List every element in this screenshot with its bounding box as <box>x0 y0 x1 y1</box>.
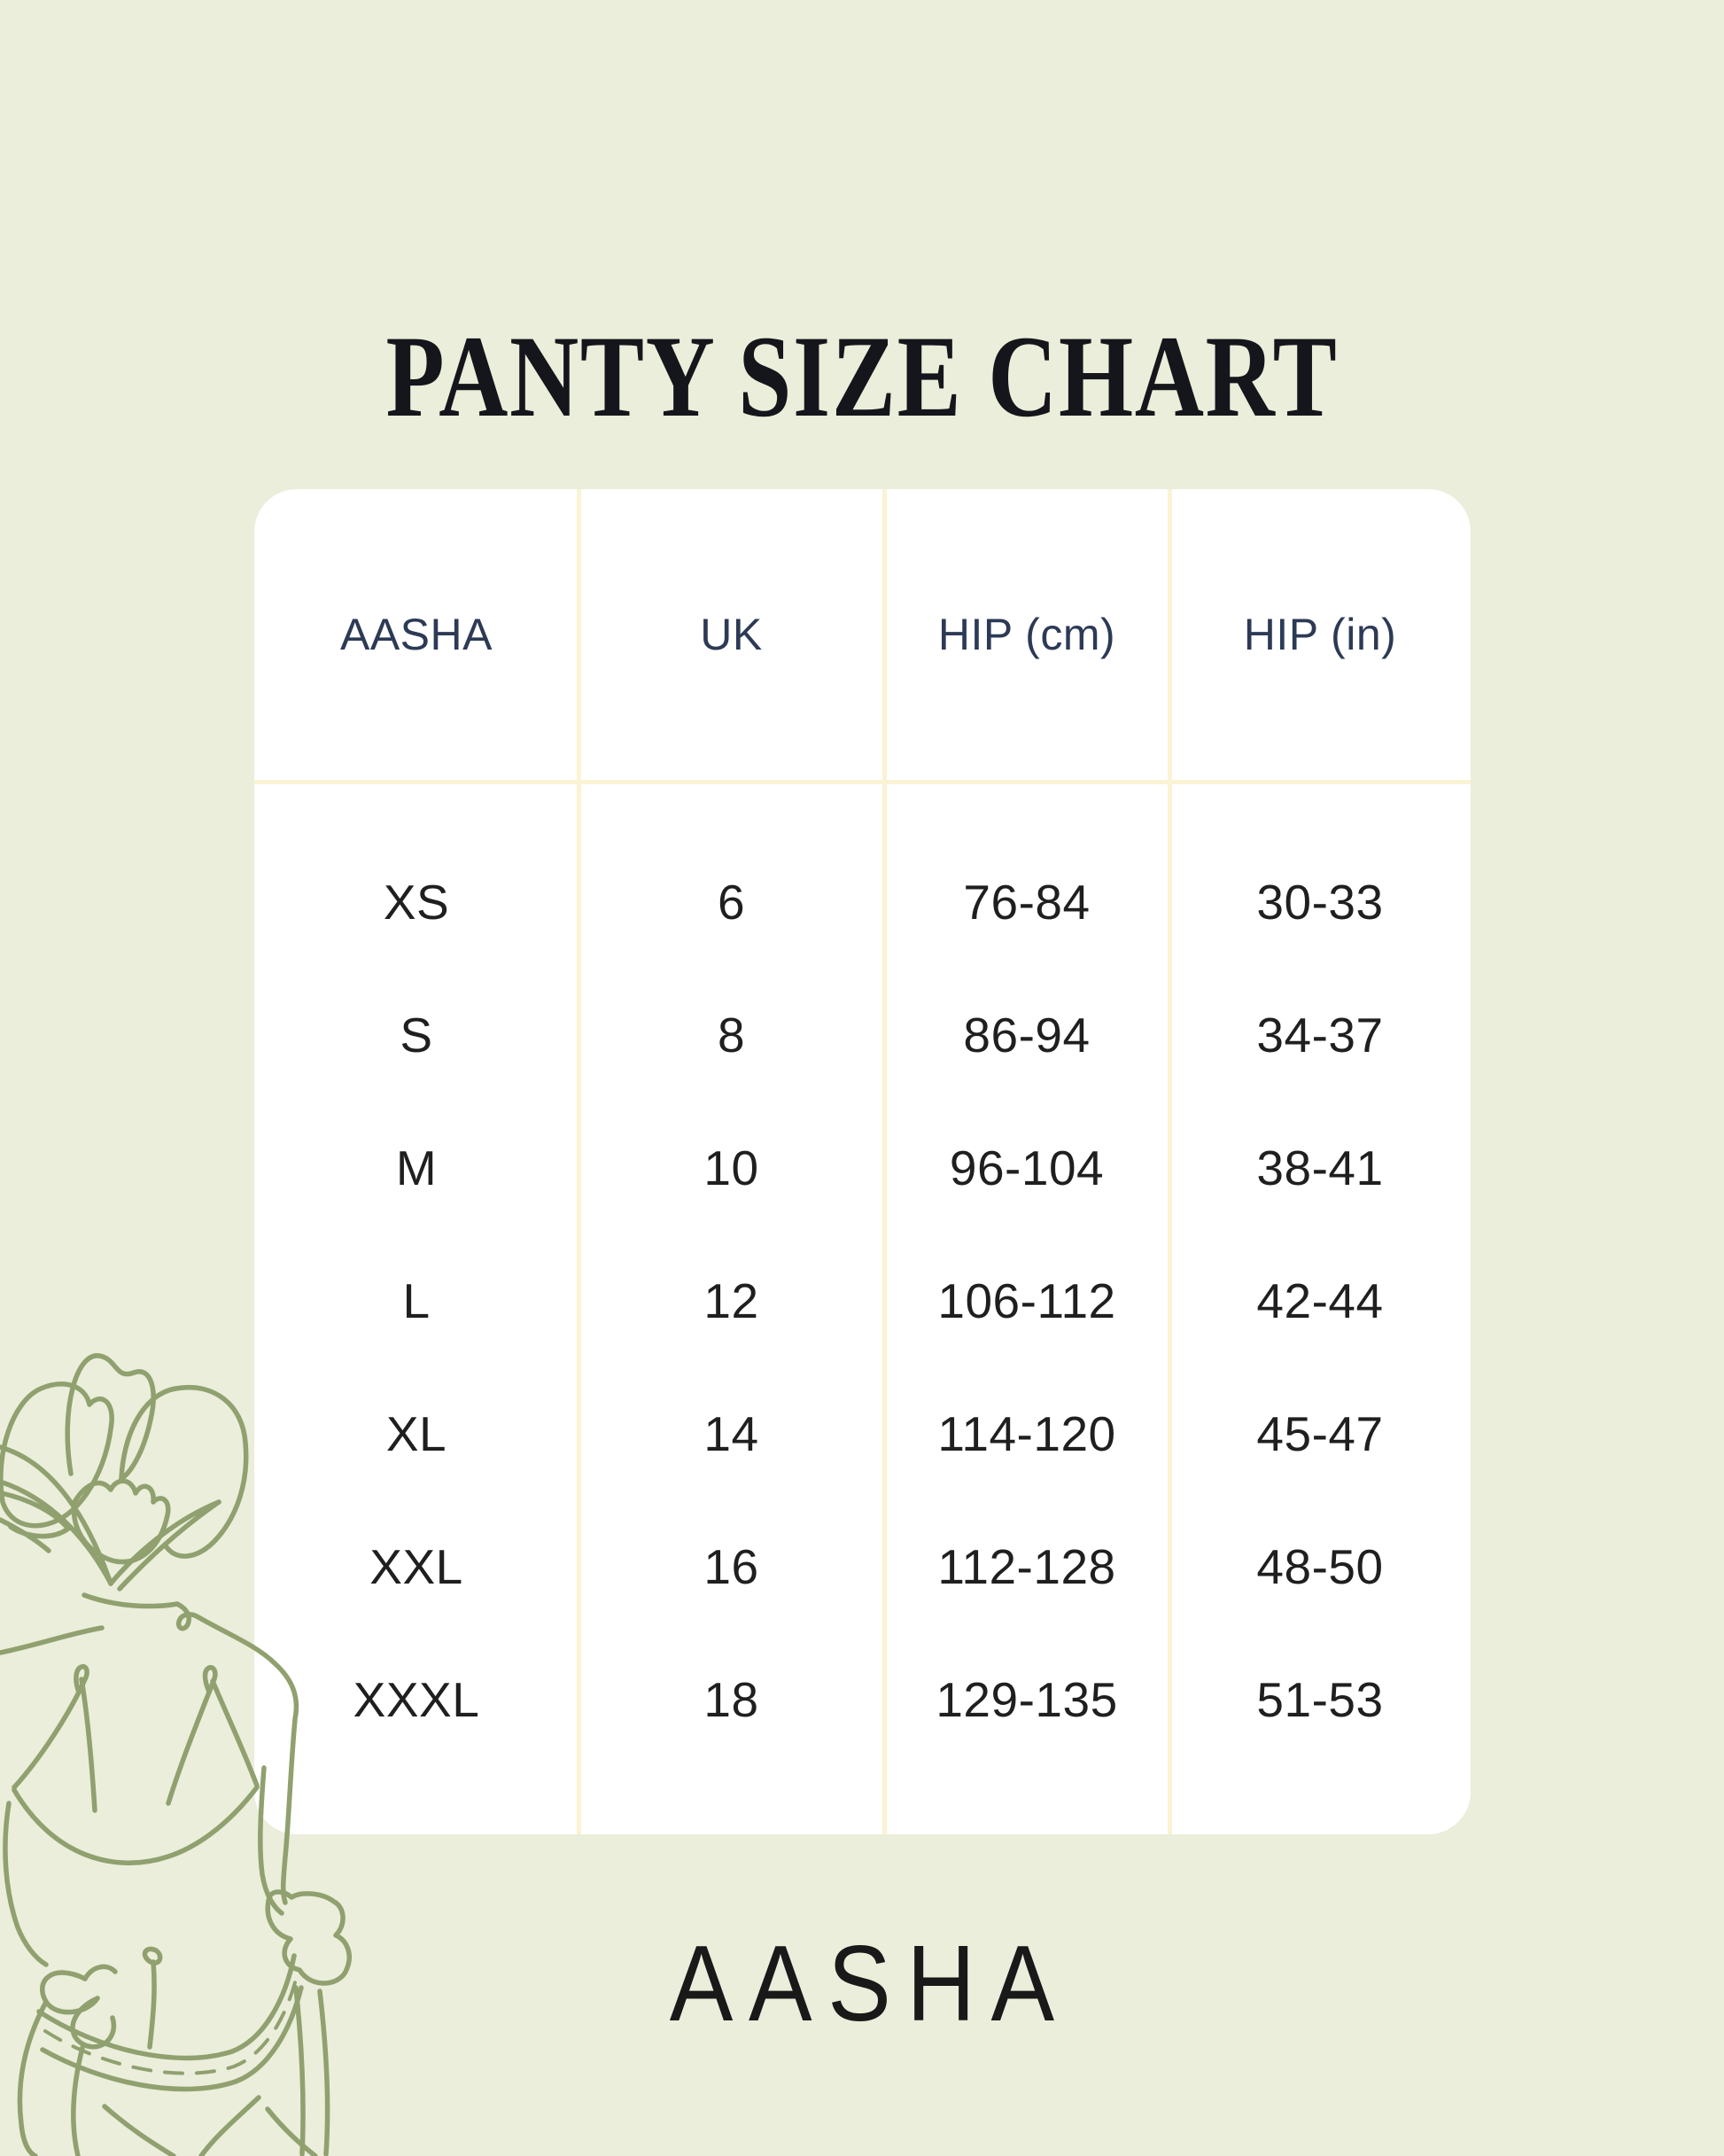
table-cell: XL <box>385 1406 447 1461</box>
table-cell: S <box>400 1008 433 1062</box>
woman-body-illustration <box>0 1595 349 2156</box>
table-row <box>254 1500 1471 1633</box>
table-cell: 42-44 <box>1256 1273 1384 1328</box>
size-table-header <box>254 489 1471 780</box>
table-cell: 51-53 <box>1256 1672 1384 1727</box>
table-row <box>254 836 1471 969</box>
table-cell: XXXL <box>353 1672 480 1727</box>
table-cell: 8 <box>717 1008 746 1062</box>
column-header-hip-cm: HIP (cm) <box>937 610 1116 659</box>
size-chart-panel <box>254 489 1471 1834</box>
table-cell: 12 <box>703 1273 759 1328</box>
table-cell: 129-135 <box>936 1672 1118 1727</box>
table-cell: 96-104 <box>949 1140 1105 1195</box>
table-cell: XXL <box>369 1539 463 1594</box>
table-row <box>254 969 1471 1101</box>
table-row <box>254 1367 1471 1500</box>
table-cell: M <box>395 1140 438 1195</box>
table-cell: 106-112 <box>937 1273 1116 1328</box>
flower-illustration <box>0 1356 246 1589</box>
table-cell: 86-94 <box>963 1008 1091 1062</box>
column-header-hip-in: HIP (in) <box>1243 610 1397 659</box>
table-row <box>254 1234 1471 1367</box>
table-cell: 48-50 <box>1256 1539 1384 1594</box>
table-cell: 112-128 <box>937 1539 1116 1594</box>
table-cell: XS <box>383 875 450 930</box>
brand-logo: AASHA <box>669 1923 1070 2043</box>
table-cell: 45-47 <box>1256 1406 1384 1461</box>
table-cell: 38-41 <box>1256 1140 1384 1195</box>
table-cell: 16 <box>703 1539 759 1594</box>
table-cell: 30-33 <box>1256 875 1384 930</box>
table-cell: L <box>402 1273 431 1328</box>
column-header-uk-size: UK <box>700 610 763 659</box>
table-cell: 6 <box>717 875 746 930</box>
column-header-brand-size: AASHA <box>339 610 493 659</box>
table-cell: 76-84 <box>963 875 1091 930</box>
table-cell: 18 <box>703 1672 759 1727</box>
table-cell: 14 <box>703 1406 759 1461</box>
page-title: PANTY SIZE CHART <box>385 311 1339 441</box>
woman-line-art-illustration <box>0 1236 390 2156</box>
table-row <box>254 1633 1471 1766</box>
table-row <box>254 1101 1471 1234</box>
table-cell: 10 <box>703 1140 759 1195</box>
size-table-body <box>254 784 1471 1766</box>
table-cell: 114-120 <box>937 1406 1116 1461</box>
table-cell: 34-37 <box>1256 1008 1384 1062</box>
